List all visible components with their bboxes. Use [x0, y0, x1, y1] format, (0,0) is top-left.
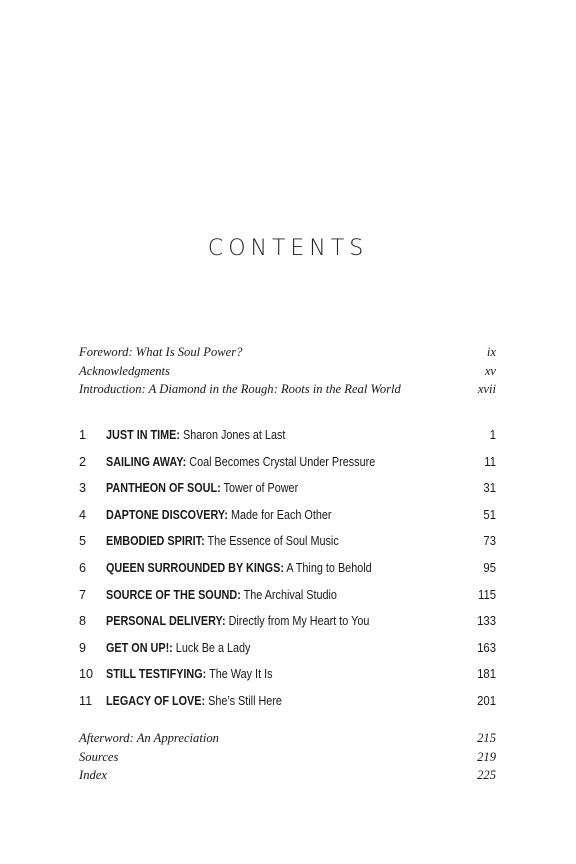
page-title: CONTENTS	[207, 236, 369, 261]
chapter-subtitle: Coal Becomes Crystal Under Pressure	[189, 454, 376, 469]
chapter-title: STILL TESTIFYING	[106, 667, 203, 682]
chapter-number: 1	[79, 428, 87, 442]
toc-chapter-8[interactable]: 8 PERSONAL DELIVERY: Directly from My Heart to You 133	[79, 610, 496, 637]
entry-page: xvii	[477, 382, 496, 396]
toc-entry-sources[interactable]	[79, 748, 496, 767]
chapter-number: 10	[79, 667, 94, 682]
toc-chapter-7[interactable]: 7 SOURCE OF THE SOUND: The Archival Studio 115	[79, 584, 496, 611]
chapter-title: PERSONAL DELIVERY	[106, 614, 222, 629]
toc-chapter-4[interactable]: 4 DAPTONE DISCOVERY: Made for Each Other 51	[79, 504, 496, 531]
toc-entry-introduction[interactable]	[79, 380, 496, 399]
chapter-subtitle: Made for Each Other	[230, 507, 332, 522]
chapter-subtitle: The Essence of Soul Music	[207, 534, 339, 549]
chapter-subtitle: Sharon Jones at Last	[183, 428, 286, 442]
chapter-subtitle: The Archival Studio	[243, 587, 337, 602]
entry-label: Sources	[79, 749, 119, 764]
chapter-subtitle: She’s Still Here	[208, 693, 282, 708]
chapter-page: 133	[477, 614, 496, 629]
chapter-subtitle: A Thing to Behold	[286, 560, 372, 575]
chapter-number: 3	[79, 481, 87, 496]
chapter-title: QUEEN SURROUNDED BY KINGS	[106, 560, 281, 575]
chapter-title: LEGACY OF LOVE	[106, 693, 202, 708]
chapter-number: 11	[79, 693, 93, 708]
chapter-list	[79, 424, 496, 717]
chapter-number: 2	[79, 454, 87, 469]
chapter-title: SOURCE OF THE SOUND	[106, 587, 238, 602]
back-matter-list	[79, 729, 496, 785]
toc-entry-foreword[interactable]	[79, 343, 496, 362]
chapter-subtitle: Luck Be a Lady	[175, 640, 251, 655]
entry-label: Foreword: What Is Soul Power?	[79, 345, 243, 359]
front-matter-list	[79, 343, 496, 399]
toc-chapter-2[interactable]: 2 SAILING AWAY: Coal Becomes Crystal Under Pressure 11	[79, 451, 496, 478]
toc-chapter-5[interactable]: 5 EMBODIED SPIRIT: The Essence of Soul Music 73	[79, 530, 496, 557]
chapter-page: 95	[483, 560, 496, 575]
toc-entry-acknowledgments[interactable]	[79, 362, 496, 381]
chapter-page: 115	[477, 587, 496, 602]
chapter-page: 163	[477, 640, 496, 655]
chapter-page: 73	[483, 534, 496, 549]
chapter-subtitle: Directly from My Heart to You	[228, 614, 370, 629]
chapter-page: 51	[483, 507, 496, 522]
chapter-number: 6	[79, 560, 87, 575]
toc-chapter-3[interactable]: 3 PANTHEON OF SOUL: Tower of Power 31	[79, 477, 496, 504]
entry-page: ix	[486, 345, 496, 359]
chapter-number: 4	[79, 507, 87, 522]
chapter-number: 5	[79, 534, 87, 549]
chapter-subtitle: Tower of Power	[223, 481, 299, 496]
toc-chapter-1[interactable]: 1 JUST IN TIME: Sharon Jones at Last 1	[79, 424, 496, 451]
toc-chapter-6[interactable]: 6 QUEEN SURROUNDED BY KINGS: A Thing to Behold 95	[79, 557, 496, 584]
chapter-title: DAPTONE DISCOVERY	[106, 507, 225, 522]
entry-page: 219	[477, 749, 496, 764]
toc-chapter-11[interactable]: 11 LEGACY OF LOVE: She’s Still Here 201	[79, 690, 496, 717]
chapter-page: 11	[484, 454, 496, 469]
entry-label: Index	[79, 768, 107, 782]
entry-page: 215	[477, 731, 496, 745]
chapter-page: 181	[477, 667, 496, 682]
chapter-number: 8	[79, 614, 87, 629]
entry-page: xv	[484, 363, 496, 378]
chapter-title: EMBODIED SPIRIT	[106, 534, 202, 549]
chapter-title: JUST IN TIME	[106, 428, 177, 442]
toc-chapter-10[interactable]: 10 STILL TESTIFYING: The Way It Is 181	[79, 663, 496, 690]
chapter-number: 7	[79, 587, 87, 602]
entry-label: Introduction: A Diamond in the Rough: Roots in the Real World	[79, 382, 401, 396]
entry-label: Afterword: An Appreciation	[79, 731, 219, 745]
chapter-title: PANTHEON OF SOUL	[106, 481, 218, 496]
chapter-page: 201	[477, 693, 496, 708]
chapter-subtitle: The Way It Is	[209, 667, 273, 682]
toc-entry-index[interactable]	[79, 766, 496, 785]
chapter-title: SAILING AWAY	[106, 454, 183, 469]
toc-chapter-9[interactable]: 9 GET ON UP!: Luck Be a Lady 163	[79, 637, 496, 664]
chapter-page: 1	[489, 428, 496, 442]
toc-entry-afterword[interactable]	[79, 729, 496, 748]
chapter-page: 31	[483, 481, 496, 496]
entry-page: 225	[477, 768, 496, 782]
chapter-title: GET ON UP!	[106, 640, 170, 655]
entry-label: Acknowledgments	[79, 363, 170, 378]
chapter-number: 9	[79, 640, 87, 655]
